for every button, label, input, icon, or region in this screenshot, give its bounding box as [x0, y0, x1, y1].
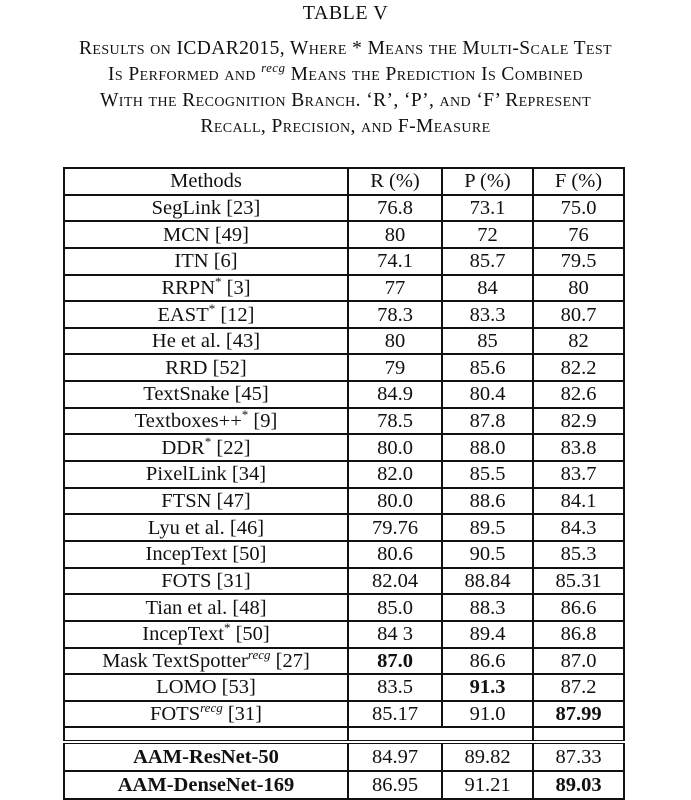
precision-cell: 91.0: [442, 701, 533, 728]
f-measure-cell: 85.31: [533, 568, 624, 595]
table-row: [64, 354, 624, 381]
precision-cell: 88.0: [442, 434, 533, 461]
precision-cell: 91.21: [442, 771, 533, 799]
recall-cell: 80: [348, 328, 442, 355]
caption-line-2-post: Means the Prediction Is Combined: [285, 64, 583, 85]
recall-cell: 80.0: [348, 434, 442, 461]
method-name: DDR: [161, 436, 205, 459]
recall-cell: 87.0: [348, 648, 442, 675]
proposed-method-row: [64, 742, 624, 771]
method-reference: [22]: [211, 436, 251, 459]
method-name: He et al.: [151, 330, 221, 353]
recall-cell: 78.5: [348, 408, 442, 435]
recall-cell: 79.76: [348, 514, 442, 541]
header-f-measure: F (%): [533, 168, 624, 195]
results-table-body: [64, 168, 624, 799]
recall-cell: 80.6: [348, 541, 442, 568]
method-reference: [53]: [216, 676, 256, 699]
precision-cell: 80.4: [442, 381, 533, 408]
f-measure-cell: 87.0: [533, 648, 624, 675]
method-cell: [64, 514, 348, 541]
precision-cell: 85.6: [442, 354, 533, 381]
table-row: [64, 301, 624, 328]
method-cell: AAM-ResNet-50: [64, 742, 348, 771]
precision-cell: 83.3: [442, 301, 533, 328]
method-name: IncepText: [145, 543, 228, 566]
f-measure-cell: 82: [533, 328, 624, 355]
method-reference: [31]: [222, 703, 263, 726]
f-measure-cell: 76: [533, 221, 624, 248]
method-cell: [64, 701, 348, 728]
f-measure-cell: 87.2: [533, 674, 624, 701]
method-name: IncepText: [142, 623, 224, 646]
f-measure-cell: 80: [533, 275, 624, 302]
precision-cell: 90.5: [442, 541, 533, 568]
method-name: ITN: [174, 250, 209, 273]
method-cell: [64, 621, 348, 648]
method-superscript: *: [215, 274, 222, 289]
precision-cell: 73.1: [442, 195, 533, 222]
method-cell: [64, 354, 348, 381]
method-cell: [64, 248, 348, 275]
recall-cell: 76.8: [348, 195, 442, 222]
method-cell: [64, 381, 348, 408]
precision-cell: 91.3: [442, 674, 533, 701]
precision-cell: 85.7: [442, 248, 533, 275]
header-precision: P (%): [442, 168, 533, 195]
recall-cell: 82.04: [348, 568, 442, 595]
precision-cell: 88.3: [442, 594, 533, 621]
table-row: [64, 701, 624, 728]
method-reference: [48]: [227, 596, 267, 619]
method-name: RRD: [165, 356, 208, 379]
method-cell: [64, 648, 348, 675]
recall-cell: 84.97: [348, 742, 442, 771]
f-measure-cell: 80.7: [533, 301, 624, 328]
table-row: [64, 381, 624, 408]
recall-cell: 84.9: [348, 381, 442, 408]
f-measure-cell: 83.8: [533, 434, 624, 461]
precision-cell: 72: [442, 221, 533, 248]
recall-cell: 79: [348, 354, 442, 381]
f-measure-cell: 82.6: [533, 381, 624, 408]
f-measure-cell: 84.3: [533, 514, 624, 541]
table-row: [64, 434, 624, 461]
table-caption: [0, 36, 691, 140]
f-measure-cell: 85.3: [533, 541, 624, 568]
f-measure-cell: 84.1: [533, 488, 624, 515]
method-name: TextSnake: [143, 383, 230, 406]
method-reference: [47]: [211, 490, 251, 512]
f-measure-cell: 89.03: [533, 771, 624, 799]
method-cell: [64, 408, 348, 435]
recall-cell: 85.0: [348, 594, 442, 621]
divider-cell: [442, 727, 533, 742]
f-measure-cell: 86.6: [533, 594, 624, 621]
precision-cell: 84: [442, 275, 533, 302]
method-superscript: recg: [247, 647, 271, 662]
method-reference: [12]: [215, 303, 255, 326]
method-name: LOMO: [156, 676, 217, 699]
table-row: [64, 461, 624, 488]
method-reference: [6]: [208, 250, 238, 273]
method-reference: [43]: [220, 330, 261, 353]
method-name: Textboxes++: [134, 410, 242, 433]
header-row: [64, 168, 624, 195]
method-name: RRPN: [161, 276, 216, 299]
precision-cell: 85.5: [442, 461, 533, 488]
proposed-method-row: [64, 771, 624, 799]
method-cell: [64, 301, 348, 328]
method-superscript: *: [223, 620, 231, 636]
header-recall: R (%): [348, 168, 442, 195]
method-reference: [50]: [227, 543, 267, 566]
table-row: [64, 674, 624, 701]
table-row: [64, 514, 624, 541]
recall-cell: 85.17: [348, 701, 442, 728]
table-row: [64, 408, 624, 435]
method-superscript: recg: [200, 700, 223, 716]
method-cell: [64, 541, 348, 568]
table-row: [64, 248, 624, 275]
method-superscript: *: [241, 407, 249, 423]
recall-cell: 84 3: [348, 621, 442, 648]
f-measure-cell: 87.33: [533, 742, 624, 771]
method-reference: [52]: [207, 356, 247, 379]
method-reference: [9]: [248, 410, 278, 433]
method-cell: [64, 275, 348, 302]
method-cell: [64, 221, 348, 248]
divider-cell: [533, 727, 624, 742]
recall-cell: 74.1: [348, 248, 442, 275]
recall-cell: 80.0: [348, 488, 442, 515]
recall-cell: 82.0: [348, 461, 442, 488]
method-superscript: *: [208, 301, 216, 316]
header-methods: Methods: [64, 168, 348, 195]
f-measure-cell: 82.2: [533, 354, 624, 381]
precision-cell: 88.6: [442, 488, 533, 515]
method-name: PixelLink: [145, 463, 227, 486]
caption-line-2: [0, 62, 691, 88]
method-cell: [64, 328, 348, 355]
caption-line-2-pre: Is Performed and: [108, 64, 262, 85]
method-reference: [27]: [270, 649, 310, 672]
f-measure-cell: 83.7: [533, 461, 624, 488]
divider-cell: [348, 727, 442, 742]
method-reference: [31]: [211, 569, 251, 592]
method-reference: [46]: [224, 516, 265, 539]
recall-cell: 78.3: [348, 301, 442, 328]
precision-cell: 89.4: [442, 621, 533, 648]
recall-cell: 80: [348, 221, 442, 248]
table-row: [64, 541, 624, 568]
caption-line-4: Recall, Precision, and F-Measure: [200, 116, 491, 137]
table-row: [64, 594, 624, 621]
method-reference: [45]: [229, 383, 269, 406]
precision-cell: 88.84: [442, 568, 533, 595]
section-divider: [64, 727, 624, 742]
method-name: Tian et al.: [145, 596, 228, 619]
f-measure-cell: 82.9: [533, 408, 624, 435]
f-measure-cell: 86.8: [533, 621, 624, 648]
precision-cell: 89.82: [442, 742, 533, 771]
table-row: [64, 621, 624, 648]
method-reference: [3]: [221, 276, 251, 299]
method-cell: [64, 594, 348, 621]
recall-cell: 83.5: [348, 674, 442, 701]
divider-cell: [64, 727, 348, 742]
results-table: [63, 167, 625, 800]
table-row: [64, 221, 624, 248]
table-row: [64, 328, 624, 355]
method-name: FOTS: [149, 703, 201, 726]
recall-cell: 86.95: [348, 771, 442, 799]
method-cell: [64, 434, 348, 461]
method-reference: [23]: [221, 196, 261, 219]
f-measure-cell: 87.99: [533, 701, 624, 728]
method-cell: [64, 461, 348, 488]
caption-line-1: Results on ICDAR2015, Where * Means the Multi-Scale Test: [79, 38, 612, 59]
table-row: [64, 275, 624, 302]
caption-recg-superscript: recg: [261, 60, 286, 75]
recall-cell: 77: [348, 275, 442, 302]
method-cell: [64, 195, 348, 222]
method-name: SegLink: [151, 196, 222, 219]
method-cell: [64, 674, 348, 701]
method-reference: [34]: [226, 463, 267, 486]
method-cell: [64, 488, 348, 515]
method-name: MCN: [163, 223, 210, 246]
method-name: EAST: [157, 303, 209, 326]
f-measure-cell: 79.5: [533, 248, 624, 275]
method-name: Mask TextSpotter: [102, 649, 248, 672]
method-name: FTSN: [161, 490, 212, 512]
method-reference: [49]: [209, 223, 249, 246]
precision-cell: 87.8: [442, 408, 533, 435]
method-name: Lyu et al.: [147, 516, 225, 539]
method-cell: AAM-DenseNet-169: [64, 771, 348, 799]
table-title: TABLE V: [302, 2, 389, 24]
table-row: [64, 488, 624, 515]
precision-cell: 85: [442, 328, 533, 355]
precision-cell: 86.6: [442, 648, 533, 675]
method-superscript: *: [204, 434, 212, 449]
method-cell: [64, 568, 348, 595]
method-name: FOTS: [161, 569, 212, 592]
table-row: [64, 648, 624, 675]
caption-line-3: With the Recognition Branch. ‘R’, ‘P’, and ‘F’ Represent: [99, 90, 592, 111]
table-row: [64, 568, 624, 595]
table-row: [64, 195, 624, 222]
precision-cell: 89.5: [442, 514, 533, 541]
method-reference: [50]: [230, 623, 270, 646]
f-measure-cell: 75.0: [533, 195, 624, 222]
